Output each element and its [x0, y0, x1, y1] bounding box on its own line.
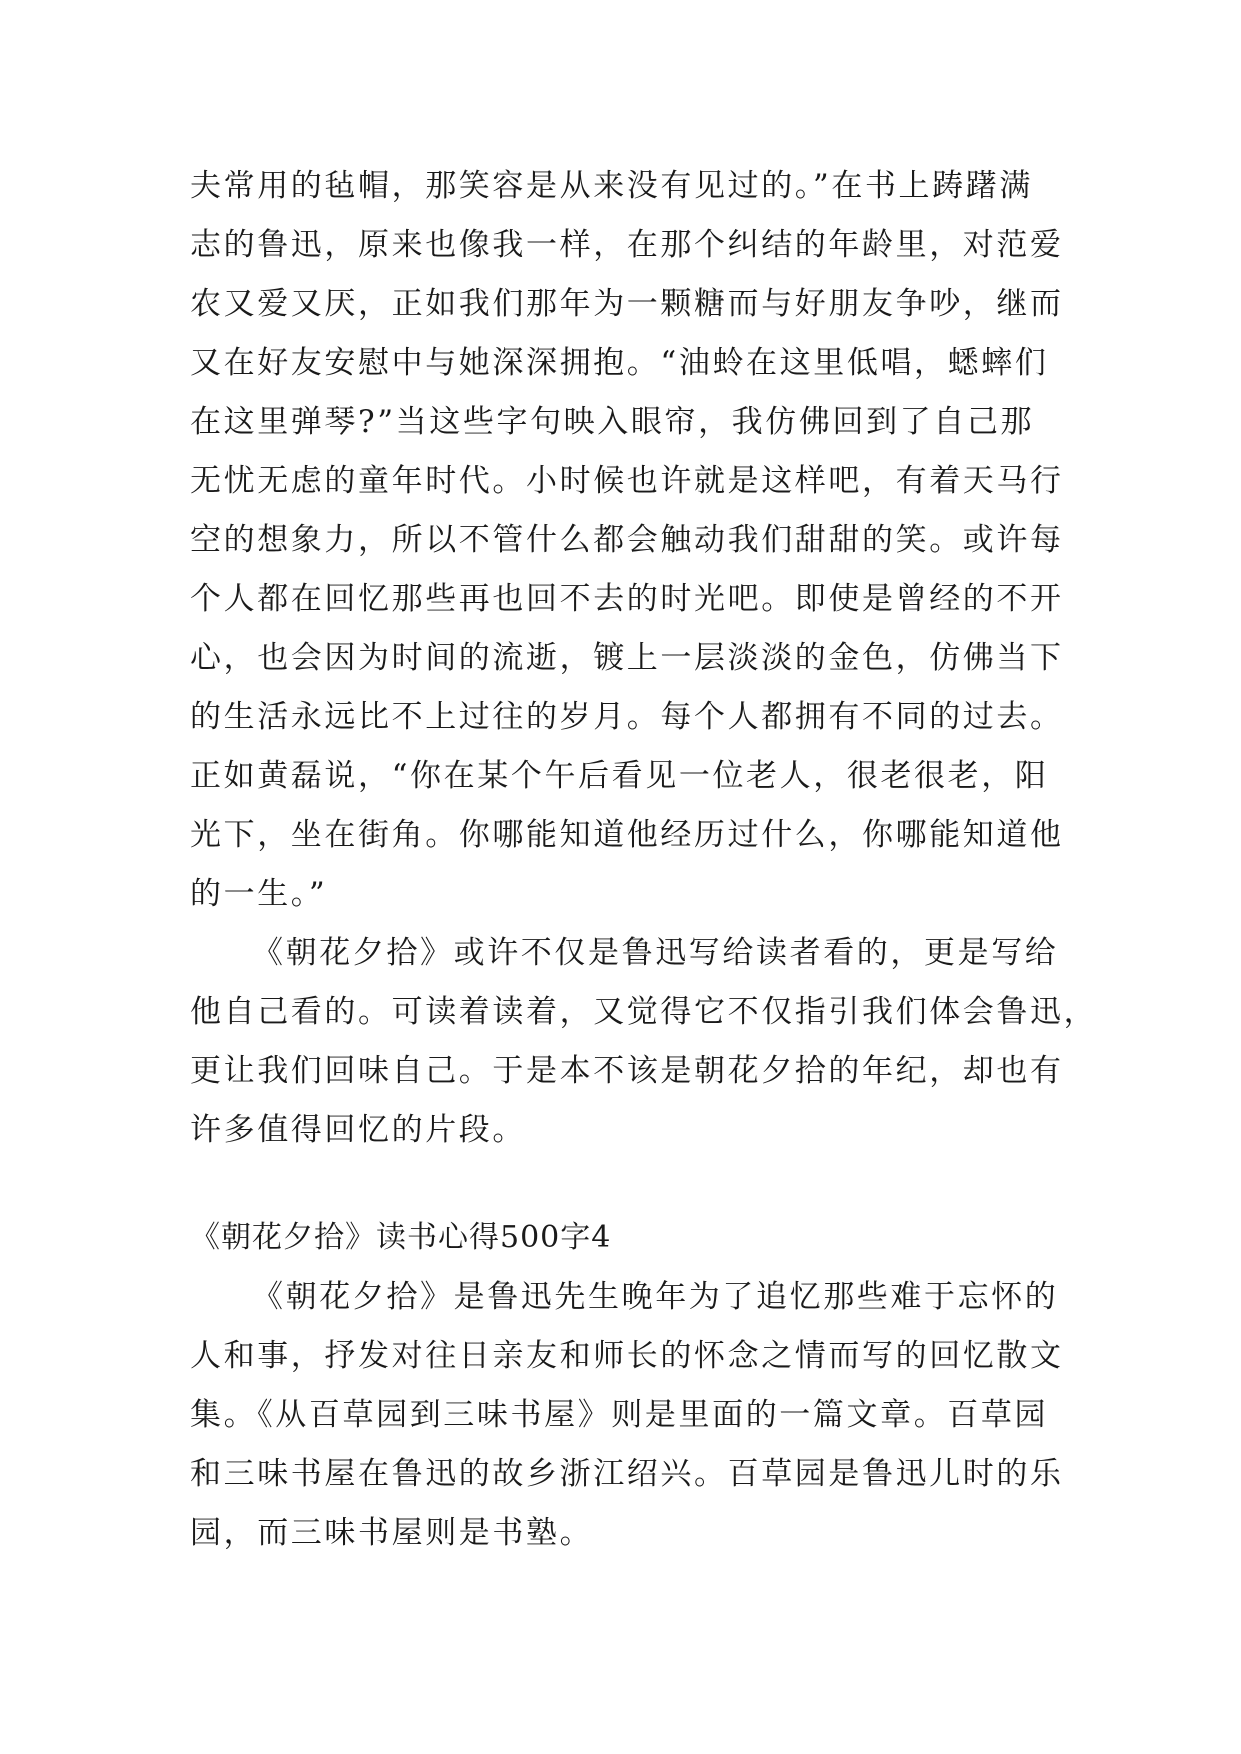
paragraph-line: 空的想象力，所以不管什么都会触动我们甜甜的笑。或许每: [190, 522, 1064, 558]
paragraph-line: 人和事，抒发对往日亲友和师长的怀念之情而写的回忆散文: [190, 1338, 1064, 1374]
paragraph-line: 和三味书屋在鲁迅的故乡浙江绍兴。百草园是鲁迅儿时的乐: [190, 1456, 1064, 1492]
paragraph-line: 《朝花夕拾》或许不仅是鲁迅写给读者看的，更是写给: [252, 935, 1059, 971]
paragraph-line: 《朝花夕拾》是鲁迅先生晚年为了追忆那些难于忘怀的: [252, 1279, 1059, 1315]
paragraph-line: 正如黄磊说，“你在某个午后看见一位老人，很老很老，阳: [190, 758, 1049, 794]
paragraph-line: 许多值得回忆的片段。: [190, 1112, 526, 1148]
paragraph-line: 集。《从百草园到三味书屋》则是里面的一篇文章。百草园: [190, 1397, 1049, 1433]
section-heading: 《朝花夕拾》读书心得500字4: [190, 1220, 612, 1255]
paragraph-line: 在这里弹琴?”当这些字句映入眼帘，我仿佛回到了自己那: [190, 404, 1035, 440]
paragraph-line: 光下，坐在街角。你哪能知道他经历过什么，你哪能知道他: [190, 817, 1064, 853]
paragraph-line: 他自己看的。可读着读着，又觉得它不仅指引我们体会鲁迅，: [190, 994, 1098, 1030]
paragraph-line: 农又爱又厌，正如我们那年为一颗糖而与好朋友争吵，继而: [190, 286, 1064, 322]
paragraph-line: 夫常用的毡帽，那笑容是从来没有见过的。”在书上踌躇满: [190, 168, 1033, 204]
paragraph-line: 的生活永远比不上过往的岁月。每个人都拥有不同的过去。: [190, 699, 1064, 735]
paragraph-line: 的一生。”: [190, 876, 328, 912]
paragraph-line: 志的鲁迅，原来也像我一样，在那个纠结的年龄里，对范爱: [190, 227, 1064, 263]
paragraph-line: 又在好友安慰中与她深深拥抱。“油蛉在这里低唱，蟋蟀们: [190, 345, 1049, 381]
paragraph-line: 无忧无虑的童年时代。小时候也许就是这样吧，有着天马行: [190, 463, 1064, 499]
paragraph-line: 园，而三味书屋则是书塾。: [190, 1515, 594, 1551]
paragraph-line: 心，也会因为时间的流逝，镀上一层淡淡的金色，仿佛当下: [190, 640, 1064, 676]
paragraph-line: 个人都在回忆那些再也回不去的时光吧。即使是曾经的不开: [190, 581, 1064, 617]
paragraph-line: 更让我们回味自己。于是本不该是朝花夕拾的年纪，却也有: [190, 1053, 1064, 1089]
